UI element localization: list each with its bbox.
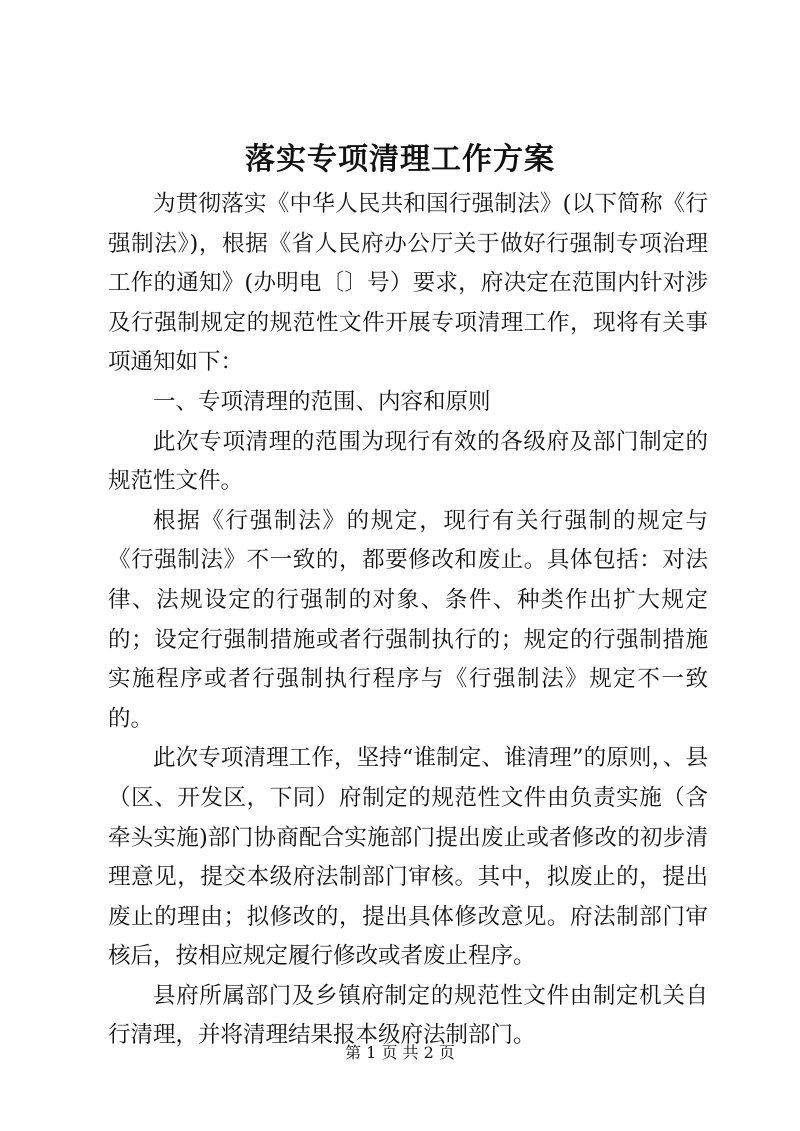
paragraph-county: 县府所属部门及乡镇府制定的规范性文件由制定机关自行清理，并将清理结果报本级府法制部门。 — [108, 982, 708, 1049]
paragraph-content: 根据《行强制法》的规定，现行有关行强制的规定与《行强制法》不一致的，都要修改和废止。具体包括：对法律、法规设定的行强制的对象、条件、种类作出扩大规定的；设定行强制措施或者行强制执行的；规定的行强制措施实施程序或者行强制执行程序与《行强制法》规定不一致的。 — [108, 507, 708, 732]
document-body — [108, 185, 708, 1056]
document-title: 落实专项清理工作方案 — [245, 142, 555, 177]
paragraph-principle: 此次专项清理工作，坚持“谁制定、谁清理”的原则，、县（区、开发区，下同）府制定的规范性文件由负责实施（含牵头实施)部门协商配合实施部门提出废止或者修改的初步清理意见，提交本级府法制部门审核。其中，拟废止的，提出废止的理由；拟修改的，提出具体修改意见。府法制部门审核后，按相应规定履行修改或者废止程序。 — [108, 745, 708, 970]
paragraph-intro: 为贯彻落实《中华人民共和国行强制法》(以下简称《行强制法》)，根据《省人民府办公厅关于做好行强制专项治理工作的通知》(办明电〔〕号）要求，府决定在范围内针对涉及行强制规定的规范性文件开展专项清理工作，现将有关事项通知如下： — [108, 191, 708, 376]
page-number: 第 1 页 共 2 页 — [345, 1043, 455, 1062]
section-heading-1: 一、专项清理的范围、内容和原则 — [153, 388, 491, 415]
paragraph-scope: 此次专项清理的范围为现行有效的各级府及部门制定的规范性文件。 — [108, 428, 708, 495]
